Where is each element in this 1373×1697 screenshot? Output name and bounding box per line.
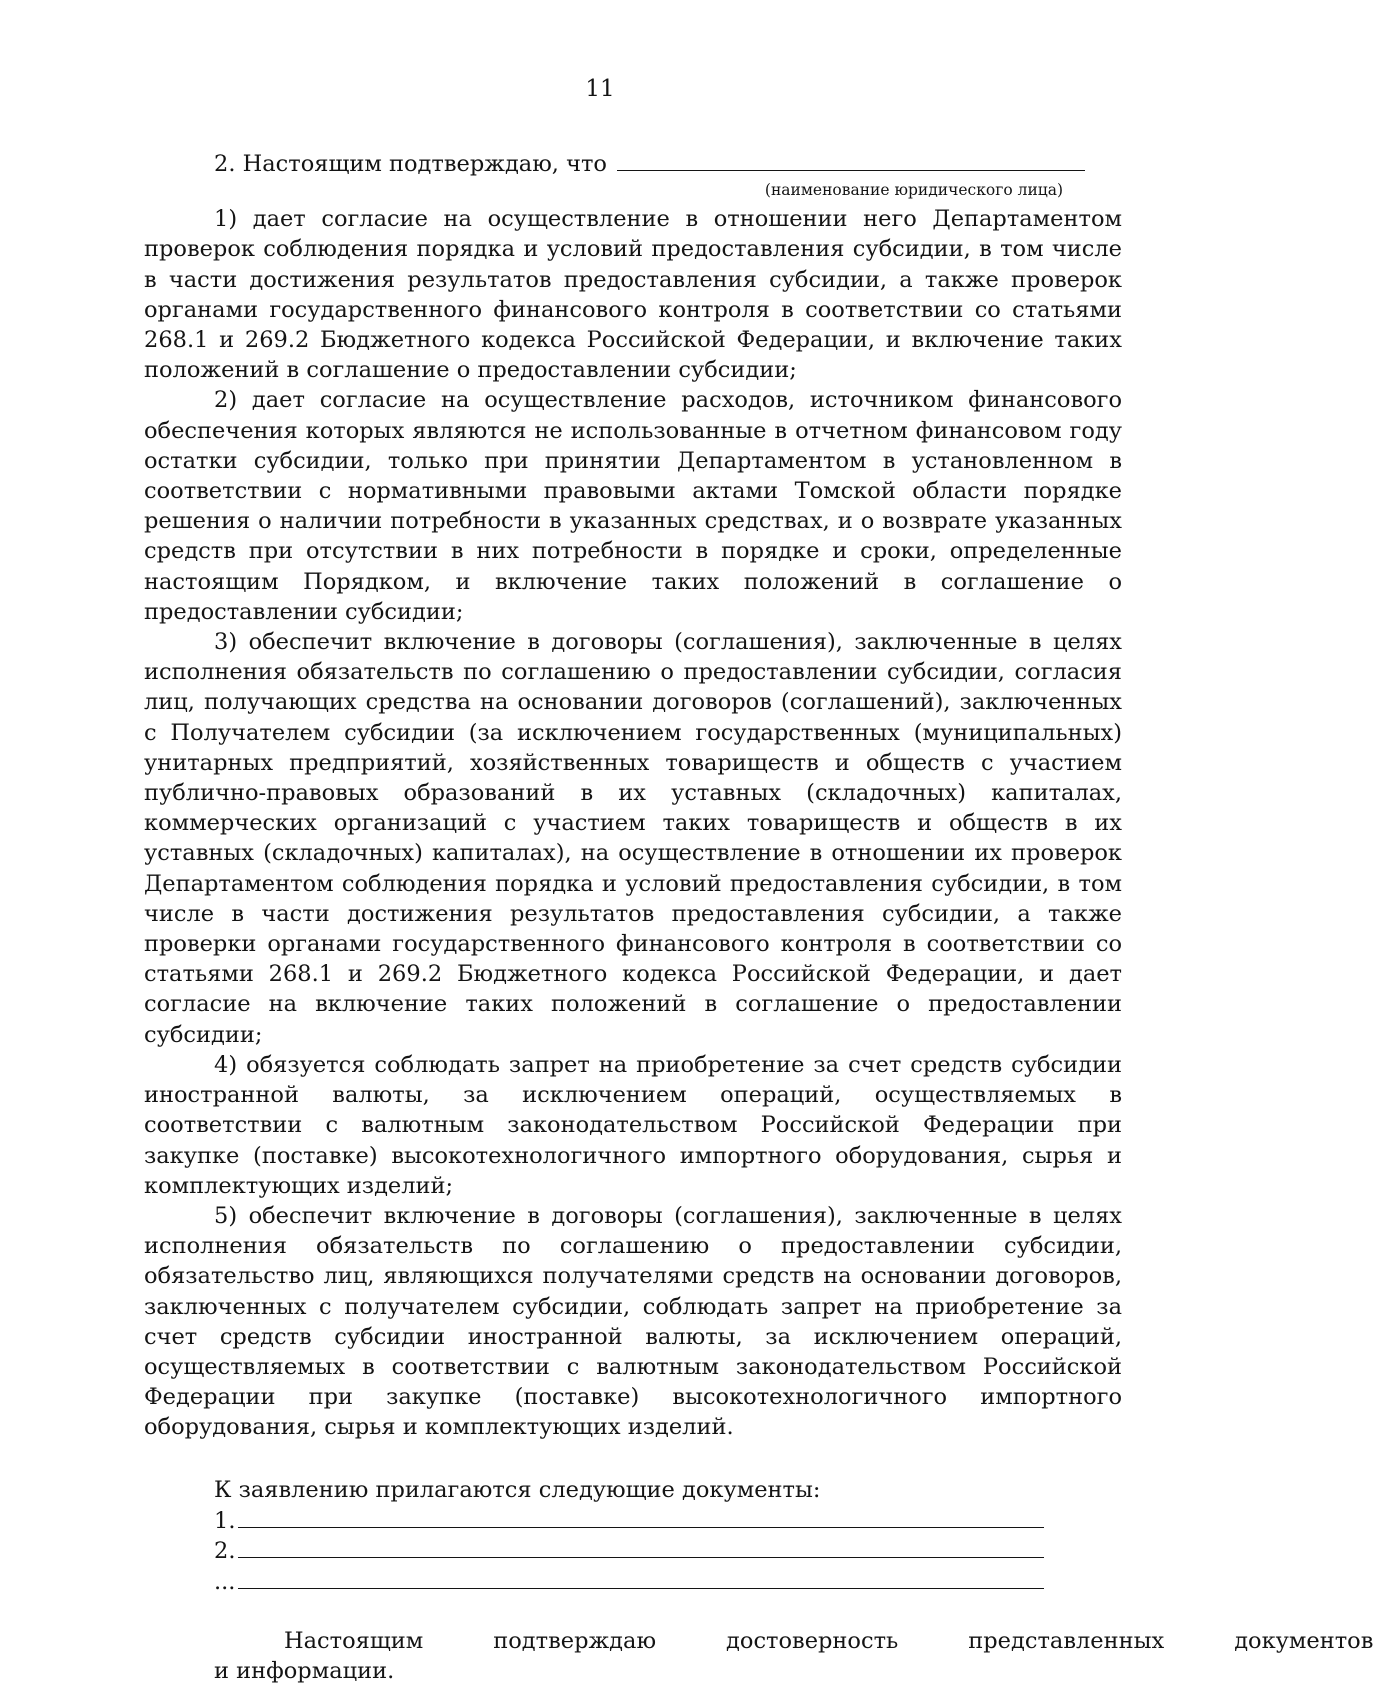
attachment-blank-field[interactable] — [238, 1505, 1044, 1528]
paragraph-4: 4) обязуется соблюдать запрет на приобретение за счет средств субсидии иностранной валюты, за исключением операций, осуществляемых в соответствии с валютным законодательством Российской Федерации при закупке (поставке) высокотехнологичного импортного оборудования, сырья и комплектующих изделий; — [144, 1051, 1122, 1199]
final-confirmation-tail: и информации. — [214, 1658, 395, 1685]
attachment-blank-field[interactable] — [238, 1535, 1044, 1558]
spacer — [144, 1596, 1122, 1626]
attachment-number: 1. — [214, 1507, 236, 1534]
attachment-blank-field[interactable] — [238, 1566, 1044, 1589]
final-word: Настоящим — [284, 1628, 424, 1655]
attachment-item — [144, 1535, 1122, 1566]
confirmation-line — [144, 148, 1122, 179]
final-confirmation-line — [144, 1626, 1373, 1656]
final-word: представленных — [968, 1628, 1165, 1655]
attachments-list — [144, 1505, 1122, 1597]
paragraph-1: 1) дает согласие на осуществление в отношении него Департаментом проверок соблюдения порядка и условий предоставления субсидии, в том числе в части достижения результатов предоставления субсидии, а также проверок органами государственного финансового контроля в соответствии со статьями 268.1 и 269.2 Бюджетного кодекса Российской Федерации, и включение таких положений в соглашение о предоставлении субсидии; — [144, 206, 1122, 384]
paragraph-5: 5) обеспечит включение в договоры (соглашения), заключенные в целях исполнения обязательств по соглашению о предоставлении субсидии, обязательство лиц, являющихся получателями средств на основании договоров, заключенных с получателем субсидии, соблюдать запрет на приобретение за счет средств субсидии иностранной валюты, за исключением операций, осуществляемых в соответствии с валютным законодательством Российской Федерации при закупке (поставке) высокотехнологичного импортного оборудования, сырья и комплектующих изделий. — [144, 1202, 1122, 1441]
final-word: документов — [1234, 1628, 1373, 1655]
attachments-title: К заявлению прилагаются следующие документы: — [214, 1476, 821, 1503]
confirmation-prefix: 2. Настоящим подтверждаю, что — [214, 151, 607, 177]
legal-entity-blank-field[interactable] — [617, 148, 1085, 171]
spacer — [144, 1443, 1122, 1475]
final-confirmation — [144, 1626, 1373, 1686]
document-body — [144, 148, 1373, 1687]
paragraph-2: 2) дает согласие на осуществление расходов, источником финансового обеспечения которых являются не использованные в отчетном финансовом году остатки субсидии, только при принятии Департаментом в установленном в соответствии с нормативными правовыми актами Томской области порядке решения о наличии потребности в указанных средствах, и о возврате указанных средств при отсутствии в них потребности в порядке и сроки, определенные настоящим Порядком, и включение таких положений в соглашение о предоставлении субсидии; — [144, 387, 1122, 625]
final-word: достоверность — [726, 1628, 899, 1655]
legal-entity-caption: (наименование юридического лица) — [764, 181, 1064, 200]
page-number: 11 — [585, 76, 615, 102]
final-word: подтверждаю — [493, 1628, 657, 1655]
attachment-number: ... — [214, 1568, 236, 1595]
attachment-number: 2. — [214, 1538, 236, 1565]
paragraph-3: 3) обеспечит включение в договоры (соглашения), заключенные в целях исполнения обязательств по соглашению о предоставлении субсидии, согласия лиц, получающих средства на основании договоров (соглашений), заключенных с Получателем субсидии (за исключением государственных (муниципальных) унитарных предприятий, хозяйственных товариществ и обществ с участием публично-правовых образований в их уставных (складочных) капиталах, коммерческих организаций с участием таких товариществ и обществ в их уставных (складочных) капиталах), на осуществление в отношении их проверок Департаментом соблюдения порядка и условий предоставления субсидии, в том числе в части достижения результатов предоставления субсидии, а также проверки органами государственного финансового контроля в соответствии со статьями 268.1 и 269.2 Бюджетного кодекса Российской Федерации, и дает согласие на включение таких положений в соглашение о предоставлении субсидии; — [144, 629, 1122, 1048]
attachment-item — [144, 1505, 1122, 1536]
attachment-item — [144, 1566, 1122, 1597]
